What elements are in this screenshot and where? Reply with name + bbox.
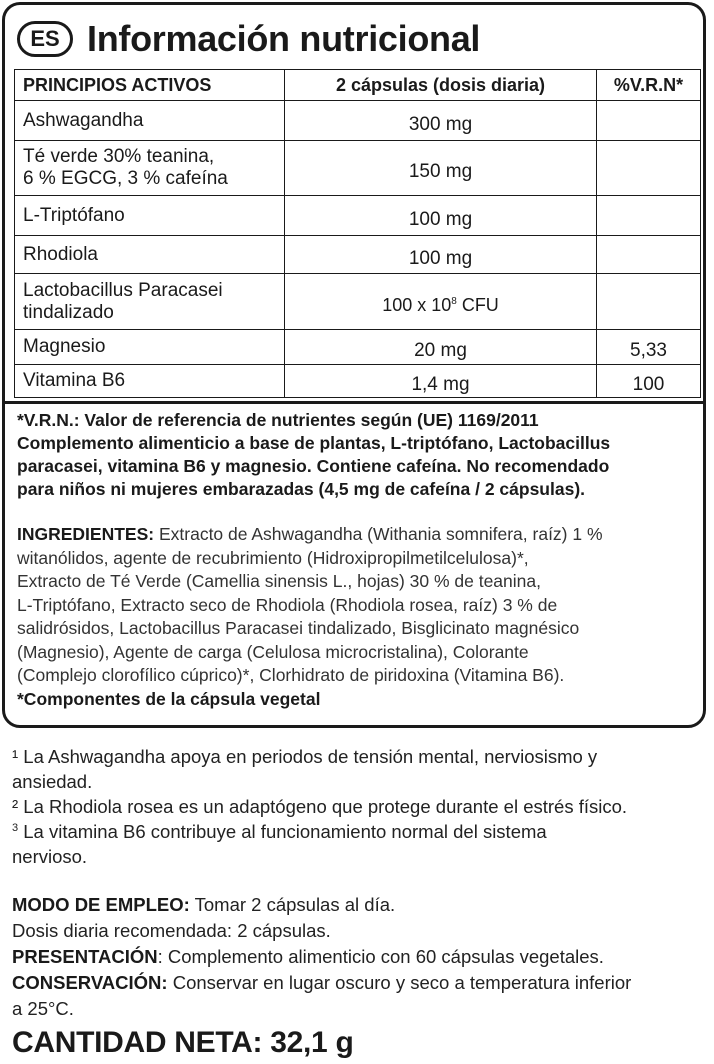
health-claims [12, 744, 706, 869]
vrn-value [597, 236, 701, 274]
column-header-vrn: %V.R.N* [597, 70, 701, 101]
mode-text: Tomar 2 cápsulas al día. [189, 894, 396, 915]
name-line: Lactobacillus Paracasei [23, 279, 223, 301]
vrn-notes [17, 409, 701, 501]
presentation-text: : Complemento alimenticio con 60 cápsulas vegetales. [157, 946, 604, 967]
vegetable-capsule-note: *Componentes de la cápsula vegetal [17, 688, 321, 709]
table-row [15, 330, 701, 365]
daily-dose: Dosis diaria recomendada: 2 cápsulas. [12, 920, 331, 941]
ingredients-line: (Magnesio), Agente de carga (Celulosa microcristalina), Colorante [17, 641, 529, 662]
column-header-daily-dose: 2 cápsulas (dosis diaria) [285, 70, 597, 101]
table-row [15, 196, 701, 236]
table-row [15, 274, 701, 330]
note-line: paracasei, vitamina B6 y magnesio. Contiene cafeína. No recomendado [17, 456, 610, 476]
mode-of-use [12, 892, 706, 918]
conservation-text: Conservar en lugar oscuro y seco a temperatura inferior [167, 972, 632, 993]
ingredient-name [15, 101, 285, 141]
ingredient-name [15, 141, 285, 196]
claim [12, 794, 706, 819]
column-header-active-principles: PRINCIPIOS ACTIVOS [15, 70, 285, 101]
ingredient-name [15, 274, 285, 330]
ingredients-line: Extracto de Té Verde (Camellia sinensis L., hojas) 30 % de teanina, [17, 571, 541, 591]
name-line: Ashwagandha [23, 109, 144, 131]
language-badge: ES [17, 21, 73, 57]
note-line: para niños ni mujeres embarazadas (4,5 mg de cafeína / 2 cápsulas). [17, 479, 586, 499]
note-line: Complemento alimenticio a base de plantas, L-triptófano, Lactobacillus [17, 433, 611, 453]
claim-continuation: ansiedad. [12, 771, 93, 792]
panel-header [17, 15, 480, 63]
name-line: tindalizado [23, 301, 114, 323]
net-quantity: CANTIDAD NETA: 32,1 g [12, 1026, 354, 1059]
table-row [15, 236, 701, 274]
conservation-continuation: a 25°C. [12, 998, 74, 1019]
claim-continuation: nervioso. [12, 846, 88, 867]
claim-text: La Rhodiola rosea es un adaptógeno que protege durante el estrés físico. [18, 796, 628, 817]
conservation-label: CONSERVACIÓN: [12, 972, 168, 993]
ingredients-line: witanólidos, agente de recubrimiento (Hidroxipropilmetilcelulosa)*, [17, 547, 529, 568]
dose-value: 150 mg [285, 141, 597, 196]
vrn-value: 100 [597, 365, 701, 398]
dose-value: 1,4 mg [285, 365, 597, 398]
ingredient-name [15, 330, 285, 365]
dose-value: 100 mg [285, 196, 597, 236]
ingredients-label: INGREDIENTES: [17, 524, 155, 544]
name-line: 6 % EGCG, 3 % cafeína [23, 168, 228, 189]
name-line: L-Triptófano [23, 204, 125, 226]
vrn-value [597, 101, 701, 141]
table-row [15, 365, 701, 398]
section-divider [5, 401, 703, 404]
ingredients-text: Extracto de Ashwagandha (Withania somnifera, raíz) 1 % [154, 524, 603, 544]
dose-value: 100 mg [285, 236, 597, 274]
conservation [12, 970, 706, 996]
claim-marker: 3 [12, 821, 19, 834]
name-line: Té verde 30% teanina, [23, 146, 215, 167]
claim [12, 744, 706, 769]
dose-exponent: 8 [451, 296, 457, 307]
dose-value: 300 mg [285, 101, 597, 141]
table-row [15, 141, 701, 196]
usage-section [12, 892, 706, 1022]
panel-title: Información nutricional [87, 18, 481, 59]
dose-unit: CFU [456, 295, 499, 315]
ingredient-name [15, 196, 285, 236]
ingredients-line [17, 523, 701, 547]
vrn-value [597, 274, 701, 330]
name-line: Magnesio [23, 336, 106, 357]
table-header-row [15, 70, 701, 101]
name-line: Rhodiola [23, 243, 98, 265]
ingredients-line: salidrósidos, Lactobacillus Paracasei tindalizado, Bisglicinato magnésico [17, 618, 580, 638]
table-row [15, 101, 701, 141]
name-line: Vitamina B6 [23, 370, 126, 391]
nutrition-panel [2, 2, 706, 728]
vrn-value [597, 196, 701, 236]
note-line: *V.R.N.: Valor de referencia de nutrientes según (UE) 1169/2011 [17, 410, 539, 430]
nutrition-table [14, 69, 701, 398]
ingredients-line: (Complejo clorofílico cúprico)*, Clorhidrato de piridoxina (Vitamina B6). [17, 665, 565, 685]
claim [12, 819, 706, 844]
claim-marker: ² [12, 796, 19, 817]
dose-value [285, 274, 597, 330]
ingredients-section [17, 523, 701, 711]
vrn-value: 5,33 [597, 330, 701, 365]
presentation [12, 944, 706, 970]
ingredient-name [15, 236, 285, 274]
ingredients-line: L-Triptófano, Extracto seco de Rhodiola (Rhodiola rosea, raíz) 3 % de [17, 594, 558, 615]
claim-marker: ¹ [12, 746, 19, 767]
presentation-label: PRESENTACIÓN [12, 946, 158, 967]
dose-value: 20 mg [285, 330, 597, 365]
dose-base: 100 x 10 [382, 295, 452, 315]
claim-text: La vitamina B6 contribuye al funcionamiento normal del sistema [18, 821, 547, 842]
mode-label: MODO DE EMPLEO: [12, 894, 190, 915]
claim-text: La Ashwagandha apoya en periodos de tensión mental, nerviosismo y [18, 746, 598, 767]
vrn-value [597, 141, 701, 196]
ingredient-name [15, 365, 285, 398]
